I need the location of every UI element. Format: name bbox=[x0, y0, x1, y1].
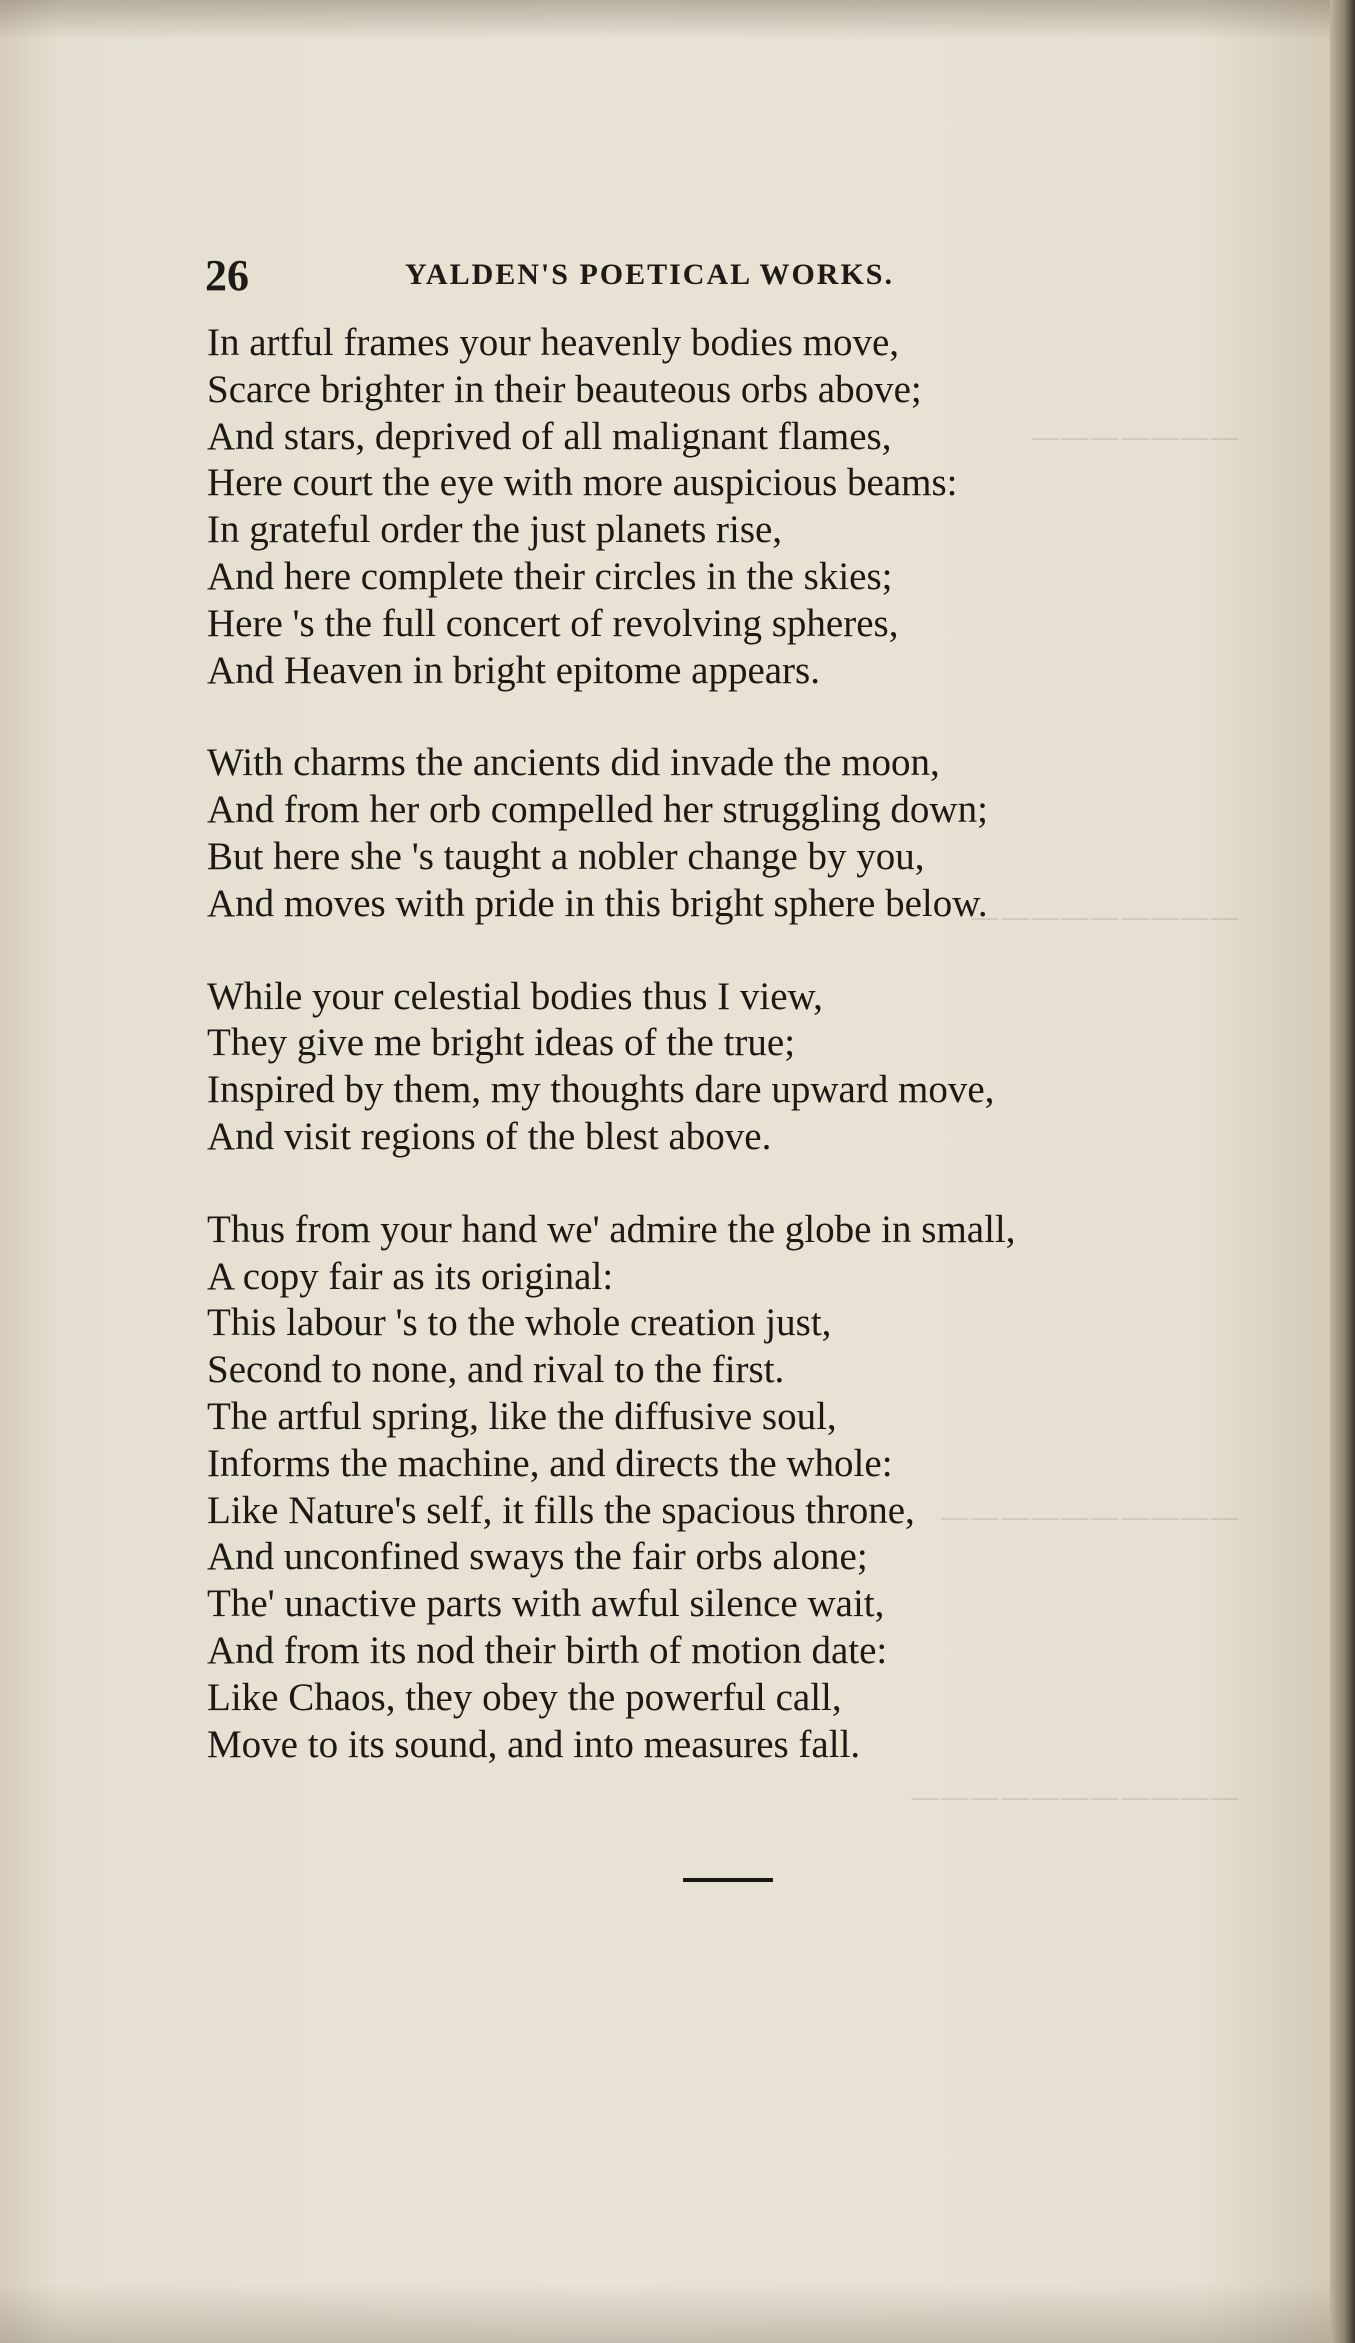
poem-line: In grateful order the just planets rise, bbox=[207, 508, 783, 552]
poem-line: Like Chaos, they obey the powerful call, bbox=[207, 1675, 842, 1719]
show-through-bleed: ————————— bbox=[970, 900, 1240, 935]
poem-line: The artful spring, like the diffusive soul, bbox=[207, 1394, 837, 1438]
show-through-bleed: ——————— bbox=[1030, 420, 1240, 455]
poem-line: A copy fair as its original: bbox=[207, 1254, 614, 1298]
section-divider-rule bbox=[683, 1878, 773, 1882]
poem-line: And unconfined sways the fair orbs alone; bbox=[207, 1535, 868, 1579]
poem-line: And Heaven in bright epitome appears. bbox=[207, 648, 820, 692]
poem-line: And moves with pride in this bright sphere below. bbox=[207, 881, 988, 925]
poem-line: Move to its sound, and into measures fall. bbox=[207, 1722, 861, 1766]
poem-line: And from her orb compelled her struggling down; bbox=[207, 788, 988, 832]
poem-line: But here she 's taught a nobler change by you, bbox=[207, 834, 925, 878]
poem-line: Here 's the full concert of revolving spheres, bbox=[207, 601, 899, 645]
poem-line: With charms the ancients did invade the moon, bbox=[207, 741, 940, 785]
top-shadow bbox=[0, 0, 1330, 40]
poem-line: Informs the machine, and directs the whole: bbox=[207, 1441, 893, 1485]
page-number: 26 bbox=[205, 251, 249, 300]
poem-line: Inspired by them, my thoughts dare upward move, bbox=[207, 1068, 995, 1112]
show-through-bleed: —————————— bbox=[940, 1500, 1240, 1535]
poem-line: In artful frames your heavenly bodies move, bbox=[207, 321, 900, 364]
poem-line: While your celestial bodies thus I view, bbox=[207, 974, 823, 1018]
poem-line: Scarce brighter in their beauteous orbs above; bbox=[207, 367, 922, 411]
stanza-1 bbox=[207, 320, 1227, 694]
show-through-bleed: ——————————— bbox=[910, 1780, 1240, 1815]
poem-line: Here court the eye with more auspicious beams: bbox=[207, 461, 958, 505]
poem-line: And visit regions of the blest above. bbox=[207, 1114, 772, 1158]
poem-line: And stars, deprived of all malignant flames, bbox=[207, 414, 892, 458]
poem-line: They give me bright ideas of the true; bbox=[207, 1021, 796, 1065]
poem-line: This labour 's to the whole creation just, bbox=[207, 1301, 832, 1345]
poem-line: And from its nod their birth of motion date: bbox=[207, 1628, 888, 1672]
poem-line: And here complete their circles in the skies; bbox=[207, 554, 893, 598]
poem-line: Like Nature's self, it fills the spacious throne, bbox=[207, 1488, 915, 1532]
stanza-4 bbox=[207, 1207, 1227, 1769]
poem-line: Thus from your hand we' admire the globe in small, bbox=[207, 1207, 1016, 1251]
poem-line: The' unactive parts with awful silence wait, bbox=[207, 1582, 885, 1626]
page-edge bbox=[1330, 0, 1355, 2343]
stanza-2 bbox=[207, 740, 1227, 927]
running-title: YALDEN'S POETICAL WORKS. bbox=[405, 258, 894, 291]
stanza-3 bbox=[207, 974, 1227, 1161]
poem-line: Second to none, and rival to the first. bbox=[207, 1348, 785, 1392]
bottom-shadow bbox=[0, 2283, 1330, 2343]
poem-body bbox=[207, 320, 1227, 1814]
